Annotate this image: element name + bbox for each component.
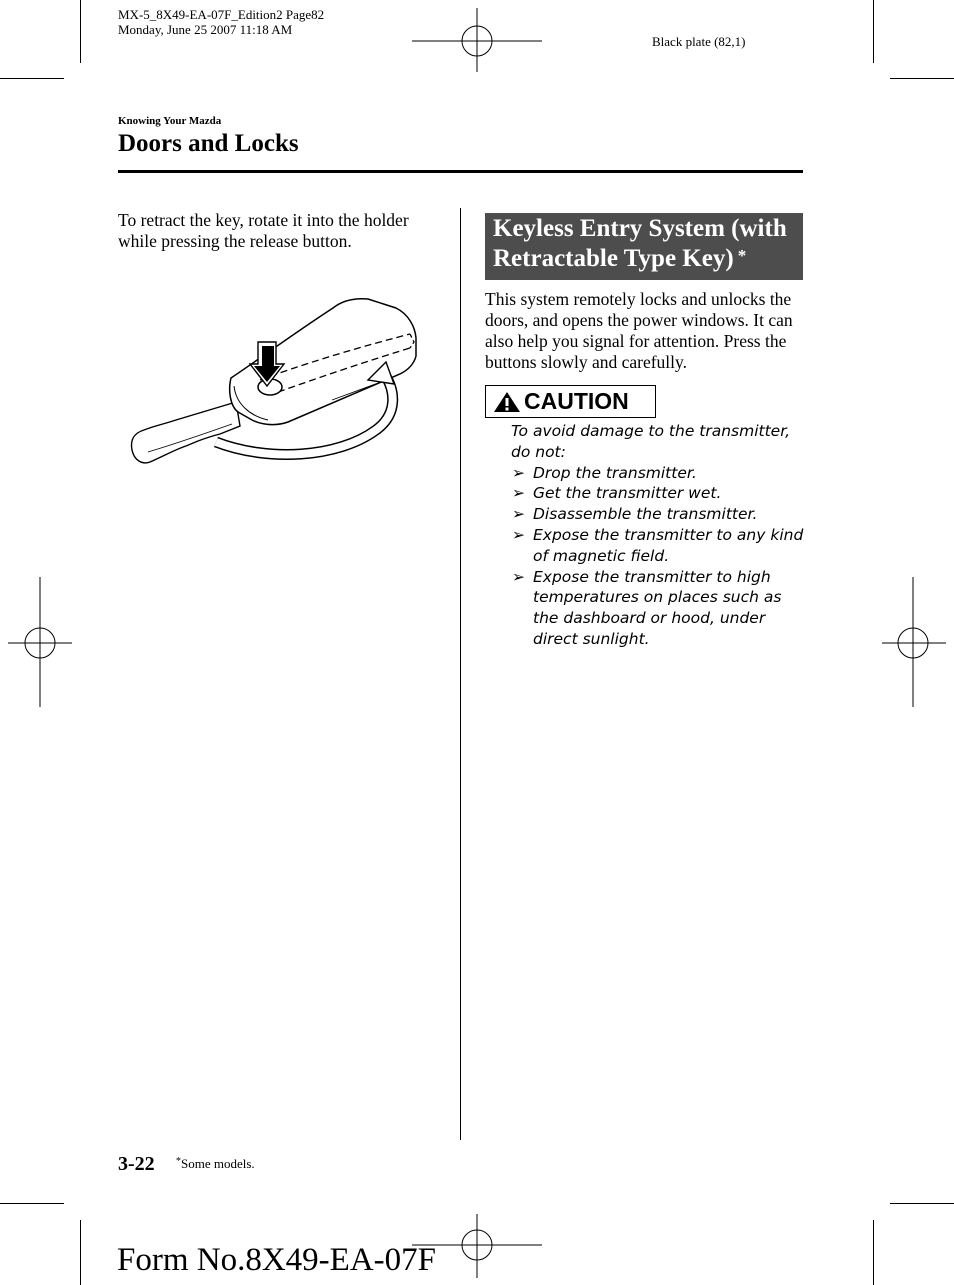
list-item: ➢ Expose the transmitter to any kind of magnetic field.	[512, 525, 804, 565]
list-item: ➢ Expose the transmitter to high temperatures on places such as the dashboard or hood, under direct sunlight.	[512, 567, 782, 648]
page-number: 3-22	[118, 1153, 155, 1175]
warning-triangle-icon	[493, 391, 521, 413]
keyless-entry-heading	[485, 213, 803, 280]
registration-mark-top-icon	[412, 8, 542, 72]
arrow-bullet-icon: ➢	[512, 525, 525, 544]
footnote-text: Some models.	[181, 1156, 255, 1171]
registration-mark-left-icon	[0, 577, 80, 707]
arrow-bullet-icon: ➢	[512, 505, 525, 524]
footnote-mark: *	[737, 246, 747, 265]
retractable-key-illustration	[128, 290, 428, 475]
footnote	[176, 1156, 255, 1172]
caution-label-box	[485, 385, 656, 418]
arrow-bullet-icon: ➢	[512, 567, 525, 586]
print-metadata	[118, 7, 324, 37]
caution-list	[511, 463, 811, 650]
caution-label: CAUTION	[524, 388, 629, 414]
plate-label: Black plate (82,1)	[652, 34, 746, 49]
heading-text: Keyless Entry System (with Retractable Type Key)	[493, 215, 787, 272]
column-divider	[460, 208, 461, 1140]
caution-content	[511, 421, 811, 650]
arrow-bullet-icon: ➢	[512, 484, 525, 503]
caution-intro: To avoid damage to the transmitter, do not:	[511, 422, 791, 461]
retract-key-instructions: To retract the key, rotate it into the holder while pressing the release button.	[118, 210, 409, 251]
page-title: Doors and Locks	[118, 130, 299, 157]
section-label: Knowing Your Mazda	[118, 115, 222, 127]
footnote-mark: *	[176, 1156, 181, 1167]
system-description: This system remotely locks and unlocks the doors, and opens the power windows. It can also help you signal for attention. Press the buttons slowly and carefully.	[485, 289, 793, 372]
print-date-line: Monday, June 25 2007 11:18 AM	[118, 22, 293, 37]
list-item: ➢ Drop the transmitter.	[512, 463, 697, 482]
print-file-line: MX-5_8X49-EA-07F_Edition2 Page82	[118, 7, 325, 22]
arrow-bullet-icon: ➢	[512, 463, 525, 482]
list-item: ➢ Disassemble the transmitter.	[512, 505, 758, 524]
list-item: ➢ Get the transmitter wet.	[512, 484, 722, 503]
registration-mark-right-icon	[874, 577, 954, 707]
form-number: Form No.8X49-EA-07F	[117, 1242, 436, 1278]
title-rule	[118, 170, 803, 173]
